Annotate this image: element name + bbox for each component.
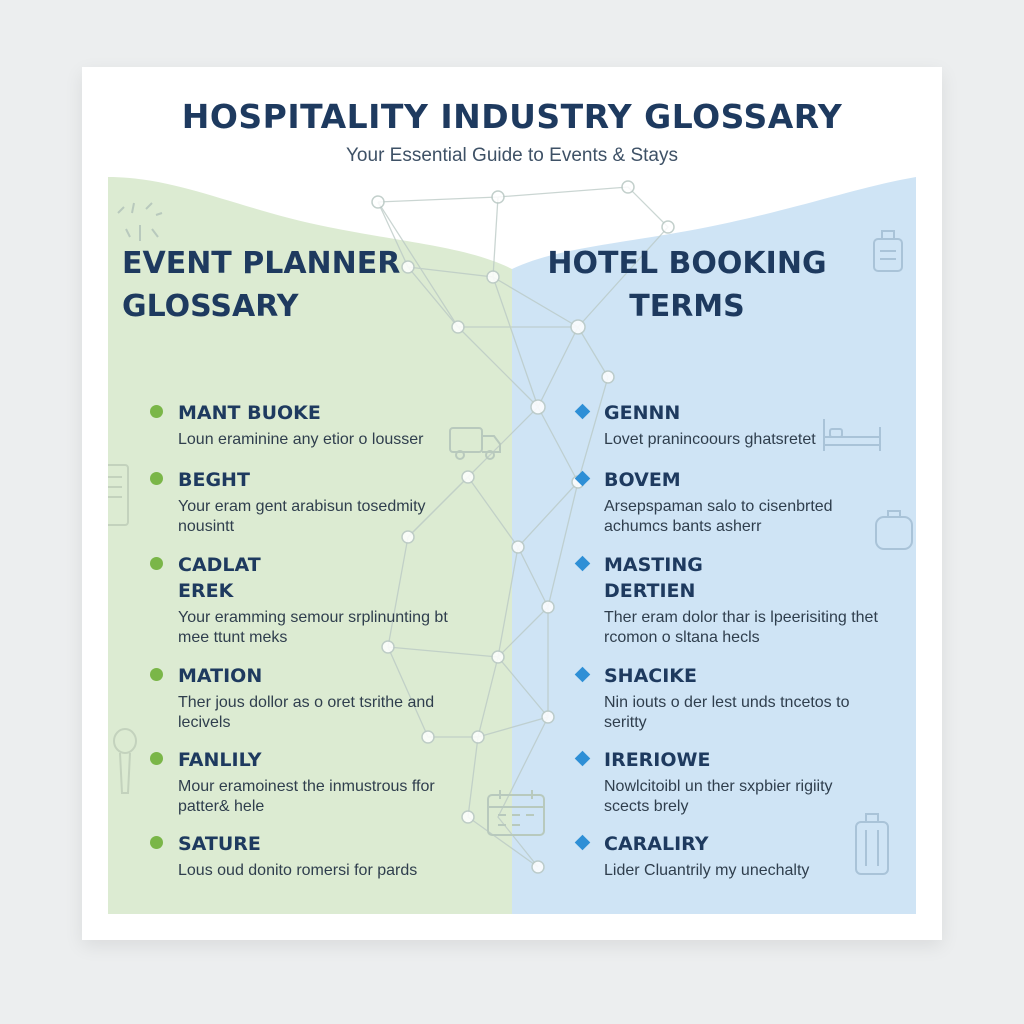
hotel-term-item — [576, 831, 906, 881]
event-planner-heading — [122, 242, 442, 328]
term-name: SHACIKE — [604, 665, 698, 687]
event-term-item — [150, 663, 480, 733]
term-name: GENNN — [604, 402, 681, 424]
event-planner-heading-line1: EVENT PLANNER — [122, 246, 401, 281]
glossary-card — [82, 67, 942, 940]
hotel-term-item — [576, 552, 906, 648]
hotel-booking-heading-line2: TERMS — [629, 289, 745, 324]
event-term-item — [150, 747, 480, 817]
term-name: BOVEM — [604, 469, 681, 491]
event-term-item — [150, 831, 480, 881]
term-description: Lous oud donito romersi for pards — [178, 862, 418, 879]
term-description: Lovet pranincoours ghatsretet — [604, 431, 816, 448]
hotel-booking-heading-line1: HOTEL BOOKING — [547, 246, 827, 281]
event-term-item — [150, 552, 480, 648]
term-description: Loun eraminine any etior o lousser — [178, 431, 424, 448]
term-name: MASTING DERTIEN — [604, 554, 703, 602]
green-bullet-icon — [150, 472, 163, 485]
blue-diamond-bullet-icon — [575, 667, 591, 683]
term-name: BEGHT — [178, 469, 250, 491]
term-description: Nowlcitoibl un ther sxpbier rigiity scects brely — [604, 778, 833, 815]
term-description: Your eramming semour srplinunting bt mee ttunt meks — [178, 609, 448, 646]
hotel-term-item — [576, 663, 906, 733]
event-term-item — [150, 400, 480, 450]
microphone-icon — [108, 727, 142, 797]
term-name: MANT BUOKE — [178, 402, 321, 424]
hotel-booking-heading — [522, 242, 852, 328]
green-bullet-icon — [150, 836, 163, 849]
term-name: IRERIOWE — [604, 749, 711, 771]
suitcase-top — [866, 902, 904, 914]
term-name: MATION — [178, 665, 263, 687]
term-name: CADLAT EREK — [178, 554, 261, 602]
term-description: Ther eram dolor thar is lpeerisiting thet rcomon o sltana hecls — [604, 609, 878, 646]
green-bullet-icon — [150, 668, 163, 681]
hotel-term-item — [576, 400, 906, 450]
term-description: Nin iouts o der lest unds tncetos to seritty — [604, 694, 850, 731]
green-bullet-icon — [150, 405, 163, 418]
event-term-item — [150, 467, 480, 537]
blue-diamond-bullet-icon — [575, 835, 591, 851]
term-description: Ther jous dollor as o oret tsrithe and lecivels — [178, 694, 435, 731]
green-bullet-icon — [150, 557, 163, 570]
blue-diamond-bullet-icon — [575, 556, 591, 572]
blue-diamond-bullet-icon — [575, 751, 591, 767]
term-description: Lider Cluantrily my unechalty — [604, 862, 810, 879]
blue-diamond-bullet-icon — [575, 404, 591, 420]
blue-diamond-bullet-icon — [575, 471, 591, 487]
green-bullet-icon — [150, 752, 163, 765]
hotel-term-item — [576, 747, 906, 817]
term-description: Arsepspaman salo to cisenbrted achumcs bants asherr — [604, 498, 833, 535]
hotel-term-item — [576, 467, 906, 537]
term-description: Mour eramoinest the inmustrous ffor patter& hele — [178, 778, 435, 815]
luggage-tag-icon — [866, 227, 912, 277]
calendar-icon — [484, 787, 548, 839]
term-name: FANLILY — [178, 749, 262, 771]
page-subtitle: Your Essential Guide to Events & Stays — [346, 145, 678, 166]
clipboard-icon — [108, 463, 130, 529]
term-name: CARALIRY — [604, 833, 709, 855]
term-description: Your eram gent arabisun tosedmity nousintt — [178, 498, 426, 535]
event-planner-heading-line2: GLOSSARY — [122, 289, 299, 324]
page-title: HOSPITALITY INDUSTRY GLOSSARY — [181, 97, 843, 136]
term-name: SATURE — [178, 833, 261, 855]
